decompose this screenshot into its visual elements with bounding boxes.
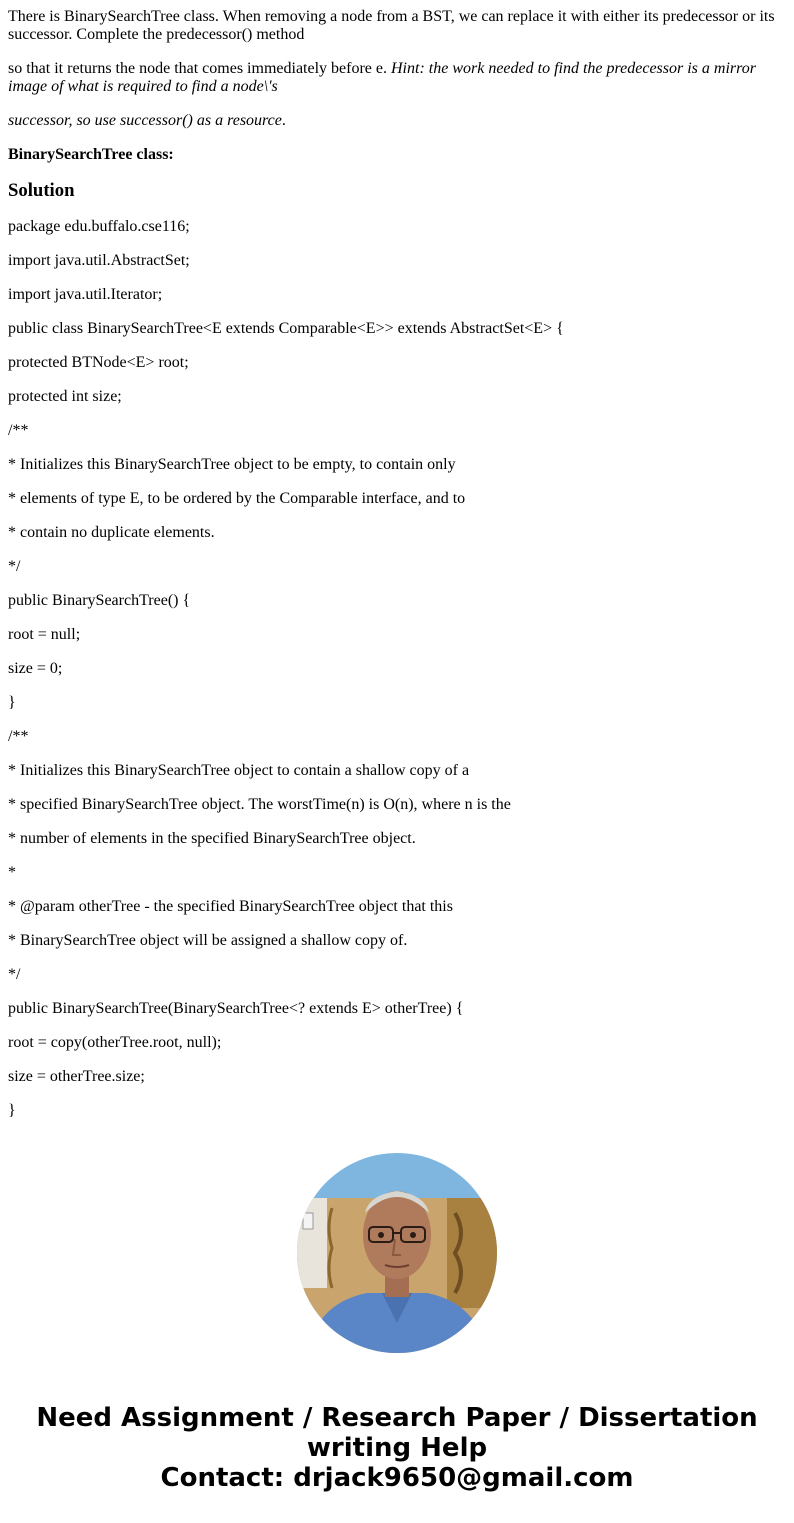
code-line: * @param otherTree - the specified BinarySearchTree object that this xyxy=(8,898,453,915)
code-line: import java.util.Iterator; xyxy=(8,286,163,303)
solution-title: Solution xyxy=(8,180,75,201)
code-line: * xyxy=(8,864,16,881)
code-line: * specified BinarySearchTree object. The worstTime(n) is O(n), where n is the xyxy=(8,796,511,813)
code-line: root = null; xyxy=(8,626,81,643)
promo-line-2: writing Help xyxy=(306,1433,488,1463)
code-line: protected int size; xyxy=(8,388,122,405)
author-avatar xyxy=(297,1153,497,1353)
question-hint-line xyxy=(8,60,786,96)
code-line: protected BTNode<E> root; xyxy=(8,354,189,371)
class-heading: BinarySearchTree class: xyxy=(8,146,174,163)
question-hint-text-2: successor, so use successor() as a resource xyxy=(8,112,282,129)
question-intro: There is BinarySearchTree class. When removing a node from a BST, we can replace it with either its predecessor or its successor. Complete the predecessor() method xyxy=(8,8,775,43)
question-plain-text: so that it returns the node that comes immediately before e. xyxy=(8,60,391,77)
code-line: public class BinarySearchTree<E extends Comparable<E>> extends AbstractSet<E> { xyxy=(8,320,564,337)
question-hint-text: Hint: the work needed to find the predecessor is a mirror image of what is required to find a node\'s xyxy=(8,60,756,95)
code-line: * Initializes this BinarySearchTree object to be empty, to contain only xyxy=(8,456,456,473)
code-line: * elements of type E, to be ordered by the Comparable interface, and to xyxy=(8,490,466,507)
code-line: public BinarySearchTree(BinarySearchTree<? extends E> otherTree) { xyxy=(8,1000,464,1017)
code-line: /** xyxy=(8,728,29,745)
question-hint-tail: . xyxy=(281,112,286,129)
code-line: size = 0; xyxy=(8,660,63,677)
code-line: /** xyxy=(8,422,29,439)
code-line: } xyxy=(8,1102,16,1119)
code-line: public BinarySearchTree() { xyxy=(8,592,191,609)
code-line: * number of elements in the specified BinarySearchTree object. xyxy=(8,830,416,847)
code-line: * Initializes this BinarySearchTree object to contain a shallow copy of a xyxy=(8,762,470,779)
code-line: size = otherTree.size; xyxy=(8,1068,145,1085)
solution-code xyxy=(8,218,786,1120)
promo-banner xyxy=(0,1403,794,1493)
code-line: package edu.buffalo.cse116; xyxy=(8,218,190,235)
code-line: */ xyxy=(8,558,21,575)
promo-contact: Contact: drjack9650@gmail.com xyxy=(160,1463,634,1493)
document-body xyxy=(8,8,786,1136)
code-line: } xyxy=(8,694,16,711)
code-line: */ xyxy=(8,966,21,983)
code-line: root = copy(otherTree.root, null); xyxy=(8,1034,222,1051)
code-line: * contain no duplicate elements. xyxy=(8,524,215,541)
question-hint-continued xyxy=(8,112,786,130)
author-photo xyxy=(297,1153,497,1353)
code-line: * BinarySearchTree object will be assigned a shallow copy of. xyxy=(8,932,408,949)
promo-line-1: Need Assignment / Research Paper / Dissertation xyxy=(36,1403,758,1433)
code-line: import java.util.AbstractSet; xyxy=(8,252,190,269)
